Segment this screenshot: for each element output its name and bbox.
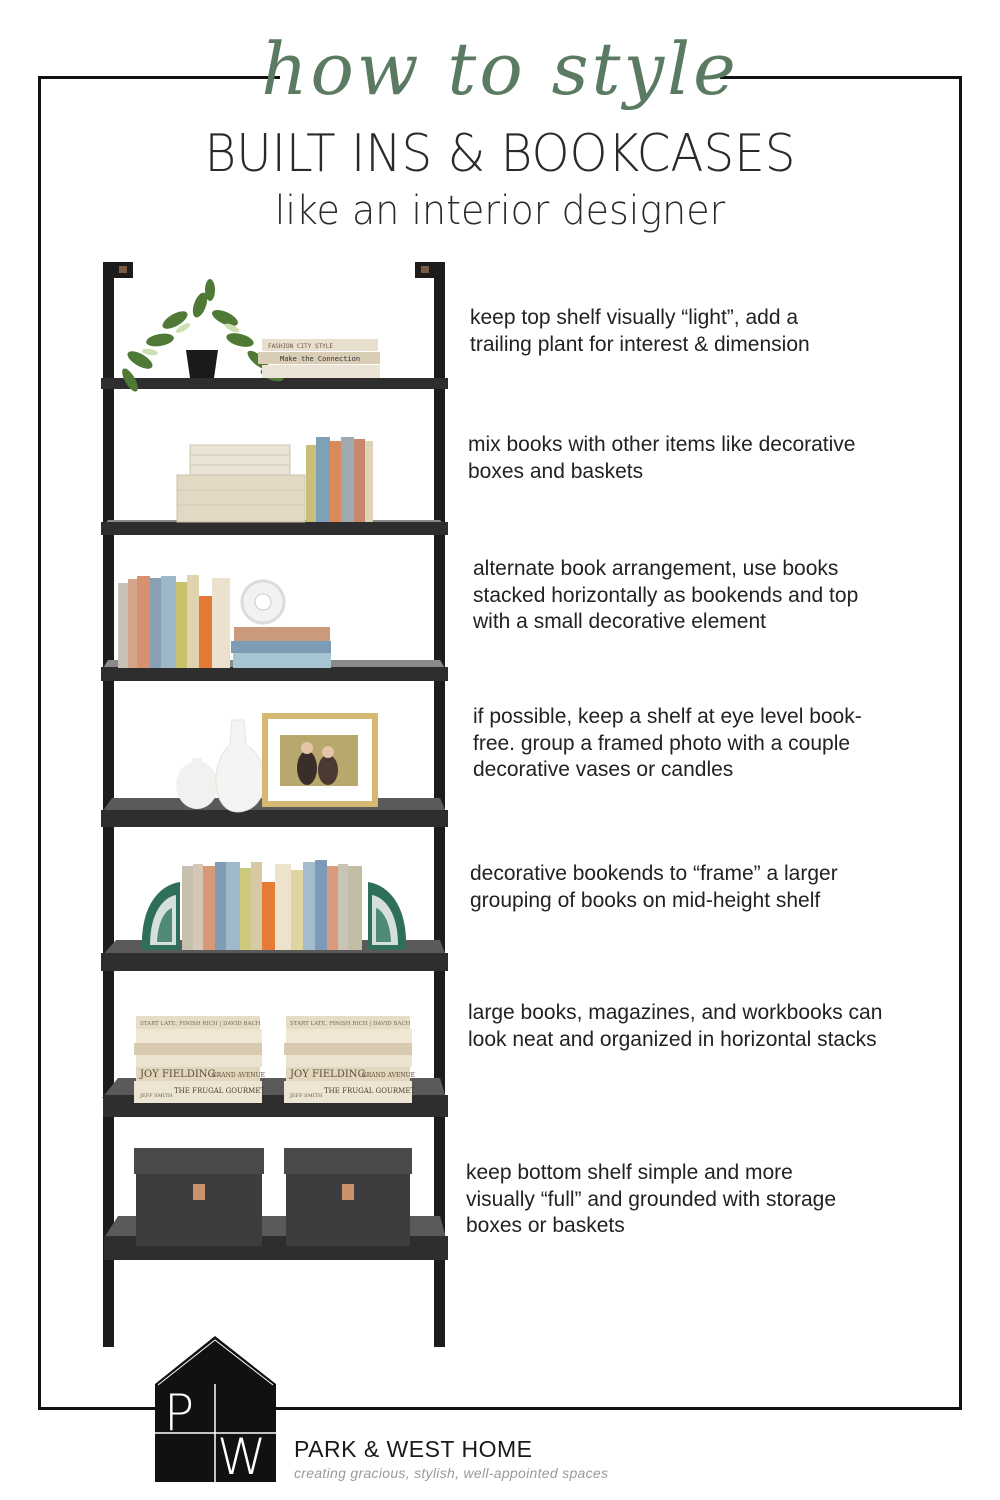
script-title: how to style: [261, 27, 739, 111]
brand-tagline: creating gracious, stylish, well-appointed spaces: [294, 1465, 609, 1481]
shelf-2-books: [306, 437, 373, 522]
tip-bottom-shelf: keep bottom shelf simple and more visually “full” and grounded with storage boxes or baskets: [466, 1161, 837, 1237]
shelf-5: [101, 953, 448, 971]
spine-joy-fielding-left: JOY FIELDING: [140, 1069, 216, 1080]
shelf-4: [101, 810, 448, 827]
trailing-plant: [119, 279, 285, 394]
tall-vase: [216, 720, 265, 812]
tip-eye-level: if possible, keep a shelf at eye level book- free. group a framed photo with a couple decorative vases or candles: [473, 705, 862, 781]
left-wall-bracket: [103, 262, 133, 278]
shelf-5-books-bookends: [142, 860, 406, 950]
shelf-2: [101, 522, 448, 535]
logo-letter-w: W: [217, 1428, 267, 1486]
book-spine-2: Make the Connection: [280, 355, 361, 363]
storage-box-right: [286, 1164, 410, 1246]
page-subtitle: like an interior designer: [274, 188, 726, 234]
logo-letter-p: P: [164, 1384, 195, 1442]
spine-joy-fielding-right: JOY FIELDING: [290, 1069, 366, 1080]
tip-mix-books: mix books with other items like decorative boxes and baskets: [468, 433, 856, 483]
spine-frugal-left: THE FRUGAL GOURMET: [174, 1087, 266, 1095]
spine-start-late-left: START LATE, FINISH RICH | DAVID BACH: [140, 1021, 261, 1027]
top-book-stack: [258, 339, 380, 378]
book-spine-1: FASHION CITY STYLE: [268, 343, 334, 350]
right-stack: [284, 1016, 415, 1103]
spine-jeff-smith-left: JEFF SMITH: [140, 1093, 173, 1099]
tip-horizontal-stacks: large books, magazines, and workbooks can look neat and organized in horizontal stacks: [468, 1001, 883, 1051]
shelf-3-books: [118, 575, 331, 668]
storage-box-left: [136, 1164, 262, 1246]
brand-logo: [155, 1336, 276, 1486]
tip-bookends: decorative bookends to “frame” a larger grouping of books on mid-height shelf: [470, 862, 838, 912]
tip-top-shelf: keep top shelf visually “light”, add a trailing plant for interest & dimension: [470, 306, 810, 356]
page-title: BUILT INS & BOOKCASES: [204, 124, 796, 184]
left-stack: [134, 1016, 265, 1103]
spine-start-late-right: START LATE, FINISH RICH | DAVID BACH: [290, 1021, 411, 1027]
spine-grand-avenue-left: GRAND AVENUE: [212, 1072, 266, 1079]
shelf-4-vases-photo: [176, 713, 378, 812]
small-vase: [176, 761, 218, 809]
tip-alternate-arrangement: alternate book arrangement, use books stacked horizontally as bookends and top with a small decorative element: [473, 557, 859, 633]
spine-frugal-right: THE FRUGAL GOURMET: [324, 1087, 416, 1095]
shelf-3: [101, 667, 448, 681]
right-wall-bracket: [415, 262, 445, 278]
spine-jeff-smith-right: JEFF SMITH: [290, 1093, 323, 1099]
brand-name: PARK & WEST HOME: [294, 1436, 533, 1462]
decorative-bone-boxes: [177, 445, 305, 522]
spine-grand-avenue-right: GRAND AVENUE: [362, 1072, 416, 1079]
